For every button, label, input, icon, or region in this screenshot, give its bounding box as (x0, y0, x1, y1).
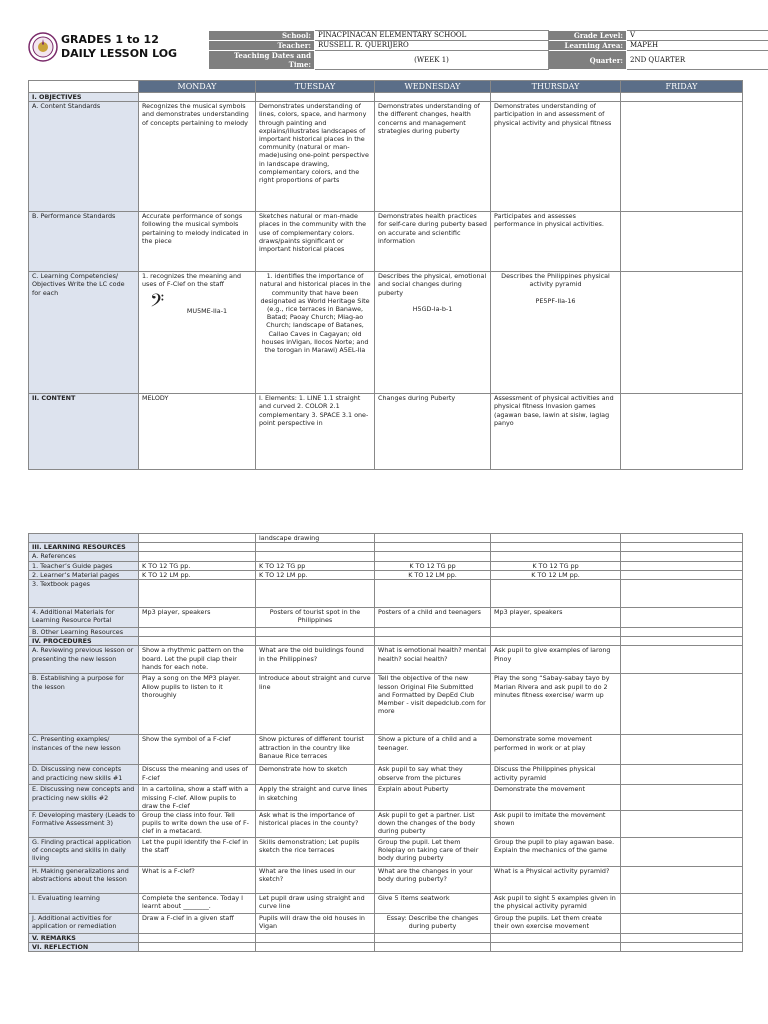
cell: Show a picture of a child and a teenager. (375, 735, 491, 765)
cell: Demonstrates understanding of participation in and assessment of physical activity and physical fitness (491, 102, 621, 212)
cell (139, 93, 256, 102)
bass-clef-icon: 𝄢 (150, 290, 165, 316)
cell: Complete the sentence. Today I learnt about ________. (139, 894, 256, 914)
cell (621, 943, 743, 952)
cell (375, 534, 491, 543)
cell: Recognizes the musical symbols and demonstrates understanding of concepts pertaining to melody (139, 102, 256, 212)
cell: Mp3 player, speakers (491, 608, 621, 628)
row-label: A. References (29, 552, 139, 561)
cell (491, 272, 621, 394)
competency-text: 1. recognizes the meaning and uses of F-Clef on the staff (142, 272, 242, 289)
cell: K TO 12 TG pp (491, 561, 621, 570)
row-label: VI. REFLECTION (29, 943, 139, 952)
cell: Mp3 player, speakers (139, 608, 256, 628)
row-label: I. OBJECTIVES (29, 93, 139, 102)
cell: Introduce about straight and curve line (256, 674, 375, 735)
cell (491, 552, 621, 561)
cell: Posters of a child and teenagers (375, 608, 491, 628)
cell (375, 272, 491, 394)
cell: Assessment of physical activities and physical fitness Invasion games (agawan base, lawin at sisiw, laglag panyo (491, 394, 621, 470)
cell: Show a rhythmic pattern on the board. Let the pupil clap their hands for each note. (139, 646, 256, 674)
cell (256, 552, 375, 561)
cell: Changes during Puberty (375, 394, 491, 470)
cell: I. Elements: 1. LINE 1.1 straight and curved 2. COLOR 2.1 complementary 3. SPACE 3.1 one-point perspective in (256, 394, 375, 470)
cell: In a cartolina, show a staff with a missing F-clef. Allow pupils to draw the F-clef (139, 785, 256, 811)
table-row (29, 534, 743, 543)
cell: K TO 12 TG pp (256, 561, 375, 570)
cell: What is emotional health? mental health? social health? (375, 646, 491, 674)
table-row (29, 674, 743, 735)
quarter-value: 2ND QUARTER (627, 51, 768, 70)
cell (256, 637, 375, 646)
table-row (29, 272, 743, 394)
cell (375, 543, 491, 552)
day-tuesday: TUESDAY (256, 81, 375, 93)
cell: Posters of tourist spot in the Philippines (256, 608, 375, 628)
cell: Pupils will draw the old houses in Vigan (256, 914, 375, 934)
cell: Give 5 items seatwork (375, 894, 491, 914)
lc-code: PE5PF-IIa-16 (535, 296, 576, 305)
cell: Demonstrates understanding of lines, colors, space, and harmony through painting and explains/illustrates landscapes of important historical places in the community (natural or man-made)using one-point perspective in landscape drawing, complementary colors, and the right proportions of parts (256, 102, 375, 212)
table-row (29, 811, 743, 838)
school-label: School: (209, 31, 315, 41)
row-label: 3. Textbook pages (29, 580, 139, 608)
cell: Accurate performance of songs following the musical symbols pertaining to melody indicated in the piece (139, 212, 256, 272)
cell (139, 272, 256, 394)
cell: Group the pupil. Let them Roleplay on taking care of their body during puberty (375, 838, 491, 867)
row-label: III. LEARNING RESOURCES (29, 543, 139, 552)
cell (491, 943, 621, 952)
day-wednesday: WEDNESDAY (375, 81, 491, 93)
row-label: V. REMARKS (29, 934, 139, 943)
cell: Demonstrates understanding of the different changes, health concerns and management strategies during puberty (375, 102, 491, 212)
cell: What is a F-clef? (139, 867, 256, 894)
cell: 1. identifies the importance of natural and historical places in the community that have been designated as World Heritage Site (e.g., rice terraces in Banawe, Batad; Paoay Church; Miag-ao Church; landscape of Batanes, Callao Caves in Cagayan; old houses inVigan, Ilocos Norte; and the torogan in Marawi) A5EL-IIa (256, 272, 375, 394)
cell (375, 637, 491, 646)
cell (621, 765, 743, 785)
cell (621, 785, 743, 811)
page-title (61, 33, 177, 61)
cell (375, 93, 491, 102)
cell (621, 934, 743, 943)
cell (491, 628, 621, 637)
cell (256, 580, 375, 608)
cell (621, 543, 743, 552)
cell: Tell the objective of the new lesson Original File Submitted and Formatted by DepEd Club Member - visit depedclub.com for more (375, 674, 491, 735)
row-label: I. Evaluating learning (29, 894, 139, 914)
cell: Let the pupil identify the F-clef in the staff (139, 838, 256, 867)
cell (621, 552, 743, 561)
lesson-table-page-1 (28, 80, 743, 470)
cell: Ask pupil to imitate the movement shown (491, 811, 621, 838)
continued-cell: landscape drawing (256, 534, 375, 543)
cell (375, 580, 491, 608)
cell: K TO 12 TG pp. (139, 561, 256, 570)
cell: Show the symbol of a F-clef (139, 735, 256, 765)
cell (621, 570, 743, 579)
day-header-row (29, 81, 743, 93)
grade-value: V (627, 31, 768, 41)
row-label: H. Making generalizations and abstractions about the lesson (29, 867, 139, 894)
table-row (29, 785, 743, 811)
cell (621, 637, 743, 646)
table-row (29, 867, 743, 894)
row-label: IV. PROCEDURES (29, 637, 139, 646)
cell (139, 534, 256, 543)
week-value: (WEEK 1) (315, 51, 549, 70)
cell (621, 735, 743, 765)
cell (621, 914, 743, 934)
cell: Show pictures of different tourist attraction in the country like Banaue Rice terraces (256, 735, 375, 765)
table-row (29, 628, 743, 637)
row-label: B. Other Learning Resources (29, 628, 139, 637)
table-row (29, 637, 743, 646)
cell (139, 637, 256, 646)
table-row (29, 894, 743, 914)
row-label: J. Additional activities for application or remediation (29, 914, 139, 934)
dates-label: Teaching Dates and Time: (209, 51, 315, 70)
row-label: A. Content Standards (29, 102, 139, 212)
cell: K TO 12 LM pp. (491, 570, 621, 579)
day-friday: FRIDAY (621, 81, 743, 93)
table-row (29, 212, 743, 272)
table-row (29, 394, 743, 470)
cell (491, 934, 621, 943)
cell (491, 534, 621, 543)
cell: Play a song on the MP3 player. Allow pupils to listen to it thoroughly (139, 674, 256, 735)
cell (621, 867, 743, 894)
table-row (29, 934, 743, 943)
table-row (29, 93, 743, 102)
teacher-label: Teacher: (209, 41, 315, 51)
cell: Explain about Puberty (375, 785, 491, 811)
table-row (29, 580, 743, 608)
info-table (208, 30, 768, 70)
quarter-label: Quarter: (549, 51, 627, 70)
corner-cell (29, 81, 139, 93)
cell: Discuss the meaning and uses of F-clef (139, 765, 256, 785)
cell (621, 608, 743, 628)
cell: Group the class into four. Tell pupils to write down the use of F-clef in a metacard. (139, 811, 256, 838)
row-label: 4. Additional Materials for Learning Resource Portal (29, 608, 139, 628)
cell: Let pupil draw using straight and curve line (256, 894, 375, 914)
cell (491, 543, 621, 552)
cell (256, 628, 375, 637)
grade-label: Grade Level: (549, 31, 627, 41)
table-row (29, 646, 743, 674)
cell (491, 580, 621, 608)
cell (491, 637, 621, 646)
row-label: B. Establishing a purpose for the lesson (29, 674, 139, 735)
cell: Essay: Describe the changes during puberty (375, 914, 491, 934)
cell (375, 552, 491, 561)
cell: What are the lines used in our sketch? (256, 867, 375, 894)
cell (621, 212, 743, 272)
cell: K TO 12 LM pp. (256, 570, 375, 579)
cell: MELODY (139, 394, 256, 470)
title-line-2: DAILY LESSON LOG (61, 47, 178, 60)
cell (139, 552, 256, 561)
cell: Group the pupils. Let them create their own exercise movement (491, 914, 621, 934)
table-row (29, 765, 743, 785)
cell (139, 628, 256, 637)
cell: Ask pupil to get a partner. List down the changes of the body during puberty (375, 811, 491, 838)
cell: Demonstrate how to sketch (256, 765, 375, 785)
cell (621, 838, 743, 867)
cell: Skills demonstration; Let pupils sketch the rice terraces (256, 838, 375, 867)
cell: Group the pupil to play agawan base. Explain the mechanics of the game (491, 838, 621, 867)
teacher-value: RUSSELL R. QUERIJERO (315, 41, 549, 51)
area-value: MAPEH (627, 41, 768, 51)
row-label: C. Presenting examples/ instances of the new lesson (29, 735, 139, 765)
cell (621, 811, 743, 838)
cell (256, 93, 375, 102)
row-label: F. Developing mastery (Leads to Formative Assessment 3) (29, 811, 139, 838)
cell: K TO 12 LM pp. (139, 570, 256, 579)
table-row (29, 552, 743, 561)
row-label: E. Discussing new concepts and practicing new skills #2 (29, 785, 139, 811)
cell (621, 561, 743, 570)
lesson-table-page-2 (28, 533, 743, 952)
cell (621, 102, 743, 212)
row-label: 2. Learner’s Material pages (29, 570, 139, 579)
cell (375, 934, 491, 943)
row-label: II. CONTENT (29, 394, 139, 470)
area-label: Learning Area: (549, 41, 627, 51)
row-label (29, 534, 139, 543)
cell (139, 943, 256, 952)
cell: Discuss the Philippines physical activity pyramid (491, 765, 621, 785)
cell (256, 934, 375, 943)
deped-seal-icon (28, 32, 58, 62)
cell (139, 543, 256, 552)
header (28, 30, 742, 70)
table-row (29, 608, 743, 628)
table-row (29, 561, 743, 570)
day-monday: MONDAY (139, 81, 256, 93)
competency-text: Describes the Philippines physical activity pyramid (501, 272, 610, 289)
cell (621, 674, 743, 735)
table-row (29, 838, 743, 867)
cell: What are the changes in your body during puberty? (375, 867, 491, 894)
cell: K TO 12 TG pp (375, 561, 491, 570)
cell (621, 628, 743, 637)
cell: Apply the straight and curve lines in sketching (256, 785, 375, 811)
cell (256, 943, 375, 952)
row-label: B. Performance Standards (29, 212, 139, 272)
cell: Demonstrates health practices for self-care during puberty based on accurate and scientific information (375, 212, 491, 272)
row-label: 1. Teacher’s Guide pages (29, 561, 139, 570)
cell: Ask pupil to say what they observe from the pictures (375, 765, 491, 785)
row-label: D. Discussing new concepts and practicing new skills #1 (29, 765, 139, 785)
cell: What is a Physical activity pyramid? (491, 867, 621, 894)
day-thursday: THURSDAY (491, 81, 621, 93)
competency-text: Describes the physical, emotional and social changes during puberty (378, 272, 487, 297)
table-row (29, 735, 743, 765)
lc-code: H5GD-Ia-b-1 (412, 304, 453, 313)
cell: What are the old buildings found in the Philippines? (256, 646, 375, 674)
cell (139, 934, 256, 943)
cell (256, 543, 375, 552)
cell (621, 394, 743, 470)
cell: Demonstrate the movement (491, 785, 621, 811)
cell: Play the song “Sabay-sabay tayo by Marian Rivera and ask pupil to do 2 minutes fitness exercise/ warm up (491, 674, 621, 735)
cell (375, 943, 491, 952)
cell (621, 534, 743, 543)
cell: Ask pupil to sight 5 examples given in the physical activity pyramid (491, 894, 621, 914)
cell (491, 93, 621, 102)
cell (621, 580, 743, 608)
cell: Participates and assesses performance in physical activities. (491, 212, 621, 272)
cell: Ask pupil to give examples of larong Pinoy (491, 646, 621, 674)
table-row (29, 570, 743, 579)
cell (621, 894, 743, 914)
table-row (29, 102, 743, 212)
cell: Sketches natural or man-made places in the community with the use of complementary colors. draws/paints significant or important historical places (256, 212, 375, 272)
cell (621, 93, 743, 102)
cell (621, 646, 743, 674)
cell: K TO 12 LM pp. (375, 570, 491, 579)
school-value: PINACPINACAN ELEMENTARY SCHOOL (315, 31, 549, 41)
row-label: A. Reviewing previous lesson or presenting the new lesson (29, 646, 139, 674)
cell (375, 628, 491, 637)
table-row (29, 914, 743, 934)
cell (139, 580, 256, 608)
row-label: G. Finding practical application of concepts and skills in daily living (29, 838, 139, 867)
title-line-1: GRADES 1 to 12 (61, 33, 159, 46)
table-row (29, 543, 743, 552)
cell (621, 272, 743, 394)
row-label: C. Learning Competencies/ Objectives Write the LC code for each (29, 272, 139, 394)
table-row (29, 943, 743, 952)
cell: Draw a F-clef in a given staff (139, 914, 256, 934)
cell: Demonstrate some movement performed in work or at play (491, 735, 621, 765)
cell: Ask what is the importance of historical places in the county? (256, 811, 375, 838)
lc-code: MU5ME-IIa-1 (186, 306, 228, 315)
